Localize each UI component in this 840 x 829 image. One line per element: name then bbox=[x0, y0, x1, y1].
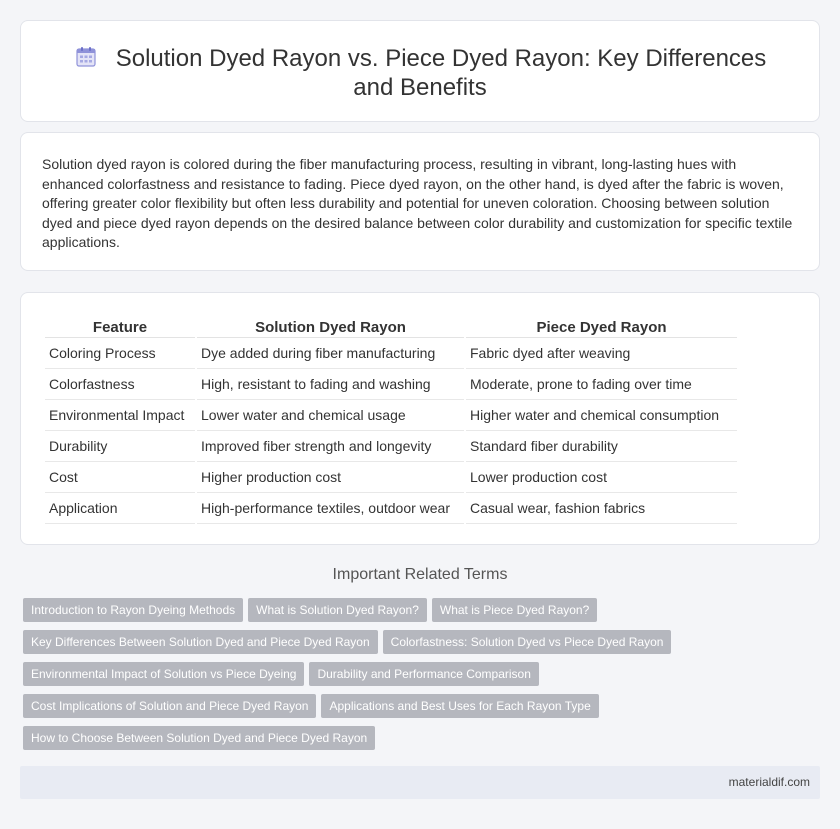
related-term-link[interactable]: Environmental Impact of Solution vs Piece Dyeing bbox=[23, 662, 304, 686]
table-cell: Higher water and chemical consumption bbox=[466, 400, 737, 431]
related-term-link[interactable]: Key Differences Between Solution Dyed and Piece Dyed Rayon bbox=[23, 630, 378, 654]
table-cell: Fabric dyed after weaving bbox=[466, 338, 737, 369]
comparison-table bbox=[43, 317, 739, 524]
table-cell: High, resistant to fading and washing bbox=[197, 369, 464, 400]
table-cell: Coloring Process bbox=[45, 338, 195, 369]
table-cell: Improved fiber strength and longevity bbox=[197, 431, 464, 462]
tag-row bbox=[23, 726, 803, 758]
related-term-link[interactable]: Colorfastness: Solution Dyed vs Piece Dyed Rayon bbox=[383, 630, 672, 654]
table-row bbox=[45, 338, 737, 369]
table-cell: Lower water and chemical usage bbox=[197, 400, 464, 431]
table-row bbox=[45, 369, 737, 400]
footer-site-link[interactable]: materialdif.com bbox=[728, 775, 810, 789]
calendar-grid-icon bbox=[74, 45, 98, 69]
tag-row bbox=[23, 630, 803, 662]
intro-paragraph: Solution dyed rayon is colored during the fiber manufacturing process, resulting in vibrant, long-lasting hues with enhanced colorfastness and resistance to fading. Piece dyed rayon, on the other hand, is dyed after the fabric is woven, offering greater color flexibility but often less durability and potential for uneven coloration. Choosing between solution dyed and piece dyed rayon depends on the desired balance between color durability and customization for specific textile applications. bbox=[42, 156, 793, 251]
table-row bbox=[45, 493, 737, 524]
related-term-link[interactable]: What is Solution Dyed Rayon? bbox=[248, 598, 427, 622]
table-cell: Higher production cost bbox=[197, 462, 464, 493]
table-row bbox=[45, 431, 737, 462]
table-cell: Dye added during fiber manufacturing bbox=[197, 338, 464, 369]
table-row bbox=[45, 400, 737, 431]
table-cell: Environmental Impact bbox=[45, 400, 195, 431]
related-term-link[interactable]: Durability and Performance Comparison bbox=[309, 662, 538, 686]
tag-row bbox=[23, 662, 803, 694]
table-cell: Cost bbox=[45, 462, 195, 493]
table-cell: Standard fiber durability bbox=[466, 431, 737, 462]
intro-card bbox=[20, 132, 820, 271]
table-cell: Durability bbox=[45, 431, 195, 462]
header-piece-dyed: Piece Dyed Rayon bbox=[466, 317, 737, 338]
table-cell: Lower production cost bbox=[466, 462, 737, 493]
related-terms-heading: Important Related Terms bbox=[332, 566, 508, 583]
table-row bbox=[45, 462, 737, 493]
related-term-link[interactable]: Cost Implications of Solution and Piece Dyed Rayon bbox=[23, 694, 316, 718]
header-solution-dyed: Solution Dyed Rayon bbox=[197, 317, 464, 338]
table-cell: High-performance textiles, outdoor wear bbox=[197, 493, 464, 524]
tag-row bbox=[23, 694, 803, 726]
related-term-link[interactable]: Introduction to Rayon Dyeing Methods bbox=[23, 598, 243, 622]
table-cell: Casual wear, fashion fabrics bbox=[466, 493, 737, 524]
footer-bar bbox=[20, 766, 820, 799]
tag-row bbox=[23, 598, 803, 630]
related-terms-list bbox=[23, 598, 803, 758]
table-cell: Application bbox=[45, 493, 195, 524]
related-term-link[interactable]: Applications and Best Uses for Each Rayon Type bbox=[321, 694, 598, 718]
title-card bbox=[20, 20, 820, 122]
header-feature: Feature bbox=[45, 317, 195, 338]
table-cell: Colorfastness bbox=[45, 369, 195, 400]
page-title: Solution Dyed Rayon vs. Piece Dyed Rayon: Key Differences and Benefits bbox=[115, 45, 767, 101]
related-term-link[interactable]: How to Choose Between Solution Dyed and Piece Dyed Rayon bbox=[23, 726, 375, 750]
table-header-row bbox=[45, 317, 737, 338]
table-cell: Moderate, prone to fading over time bbox=[466, 369, 737, 400]
page-title-container bbox=[61, 44, 779, 102]
comparison-card bbox=[20, 292, 820, 545]
related-term-link[interactable]: What is Piece Dyed Rayon? bbox=[432, 598, 597, 622]
